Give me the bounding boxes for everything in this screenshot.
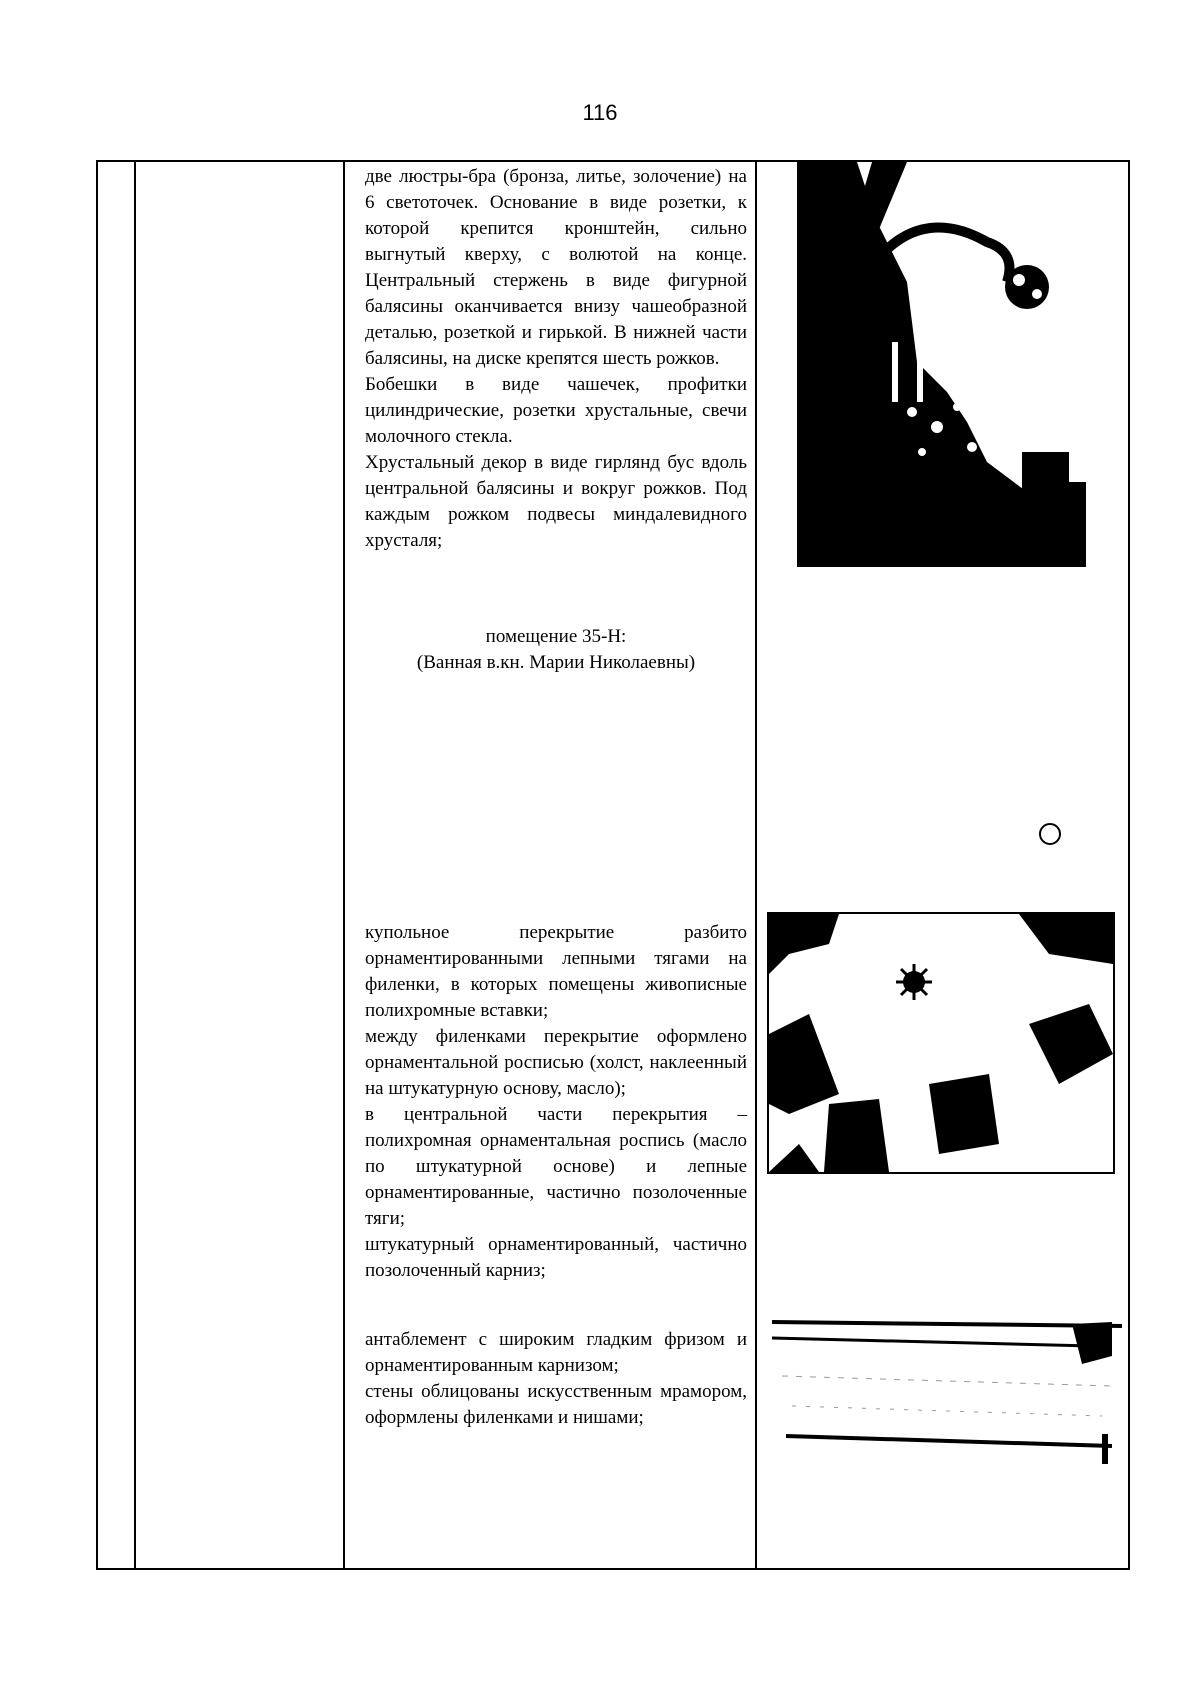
ceiling-description	[365, 920, 747, 1284]
column-divider-2	[343, 162, 345, 1568]
room-name: (Ванная в.кн. Марии Николаевны)	[416, 652, 696, 673]
description-paragraph: купольное перекрытие разбито орнаментированными лепными тягами на филенки, в которых помещены живописные полихромные вставки;	[365, 922, 747, 1021]
walls-description	[365, 1327, 747, 1431]
description-paragraph: стены облицованы искусственным мрамором, оформлены филенками и нишами;	[365, 1381, 747, 1428]
column-divider-1	[134, 162, 136, 1568]
description-paragraph: две люстры-бра (бронза, литье, золочение) на 6 светоточек. Основание в виде розетки, к которой крепится кронштейн, сильно выгнутый кверху, с волютой на конце. Центральный стержень в виде фигурной балясины оканчивается внизу чашеобразной деталью, розеткой и гирькой. В нижней части балясины, на диске крепятся шесть рожков.	[365, 166, 747, 369]
circle-mark-icon	[1039, 823, 1061, 845]
description-paragraph: антаблемент с широким гладким фризом и орнаментированным карнизом;	[365, 1329, 747, 1376]
page-number: 116	[582, 100, 618, 125]
description-paragraph: штукатурный орнаментированный, частично позолоченный карниз;	[365, 1234, 747, 1281]
ceiling-photo	[767, 912, 1115, 1174]
description-paragraph: между филенками перекрытие оформлено орнаментальной росписью (холст, наклеенный на штукатурную основу, масло);	[365, 1026, 747, 1099]
chandelier-description	[365, 164, 747, 554]
room-heading	[365, 624, 747, 676]
description-paragraph: в центральной части перекрытия – полихромная орнаментальная роспись (масло по штукатурной основе) и лепные орнаментированные, частично позолоченные тяги;	[365, 1104, 747, 1229]
description-paragraph: Хрустальный декор в виде гирлянд бус вдоль центральной балясины и вокруг рожков. Под каждым рожком подвесы миндалевидного хрусталя;	[365, 452, 747, 551]
column-divider-3	[755, 162, 757, 1568]
entablature-photo	[772, 1316, 1122, 1471]
room-label: помещение 35-Н:	[485, 626, 627, 647]
sconce-photo	[797, 162, 1086, 567]
description-paragraph: Бобешки в виде чашечек, профитки цилиндрические, розетки хрустальные, свечи молочного стекла.	[365, 374, 747, 447]
